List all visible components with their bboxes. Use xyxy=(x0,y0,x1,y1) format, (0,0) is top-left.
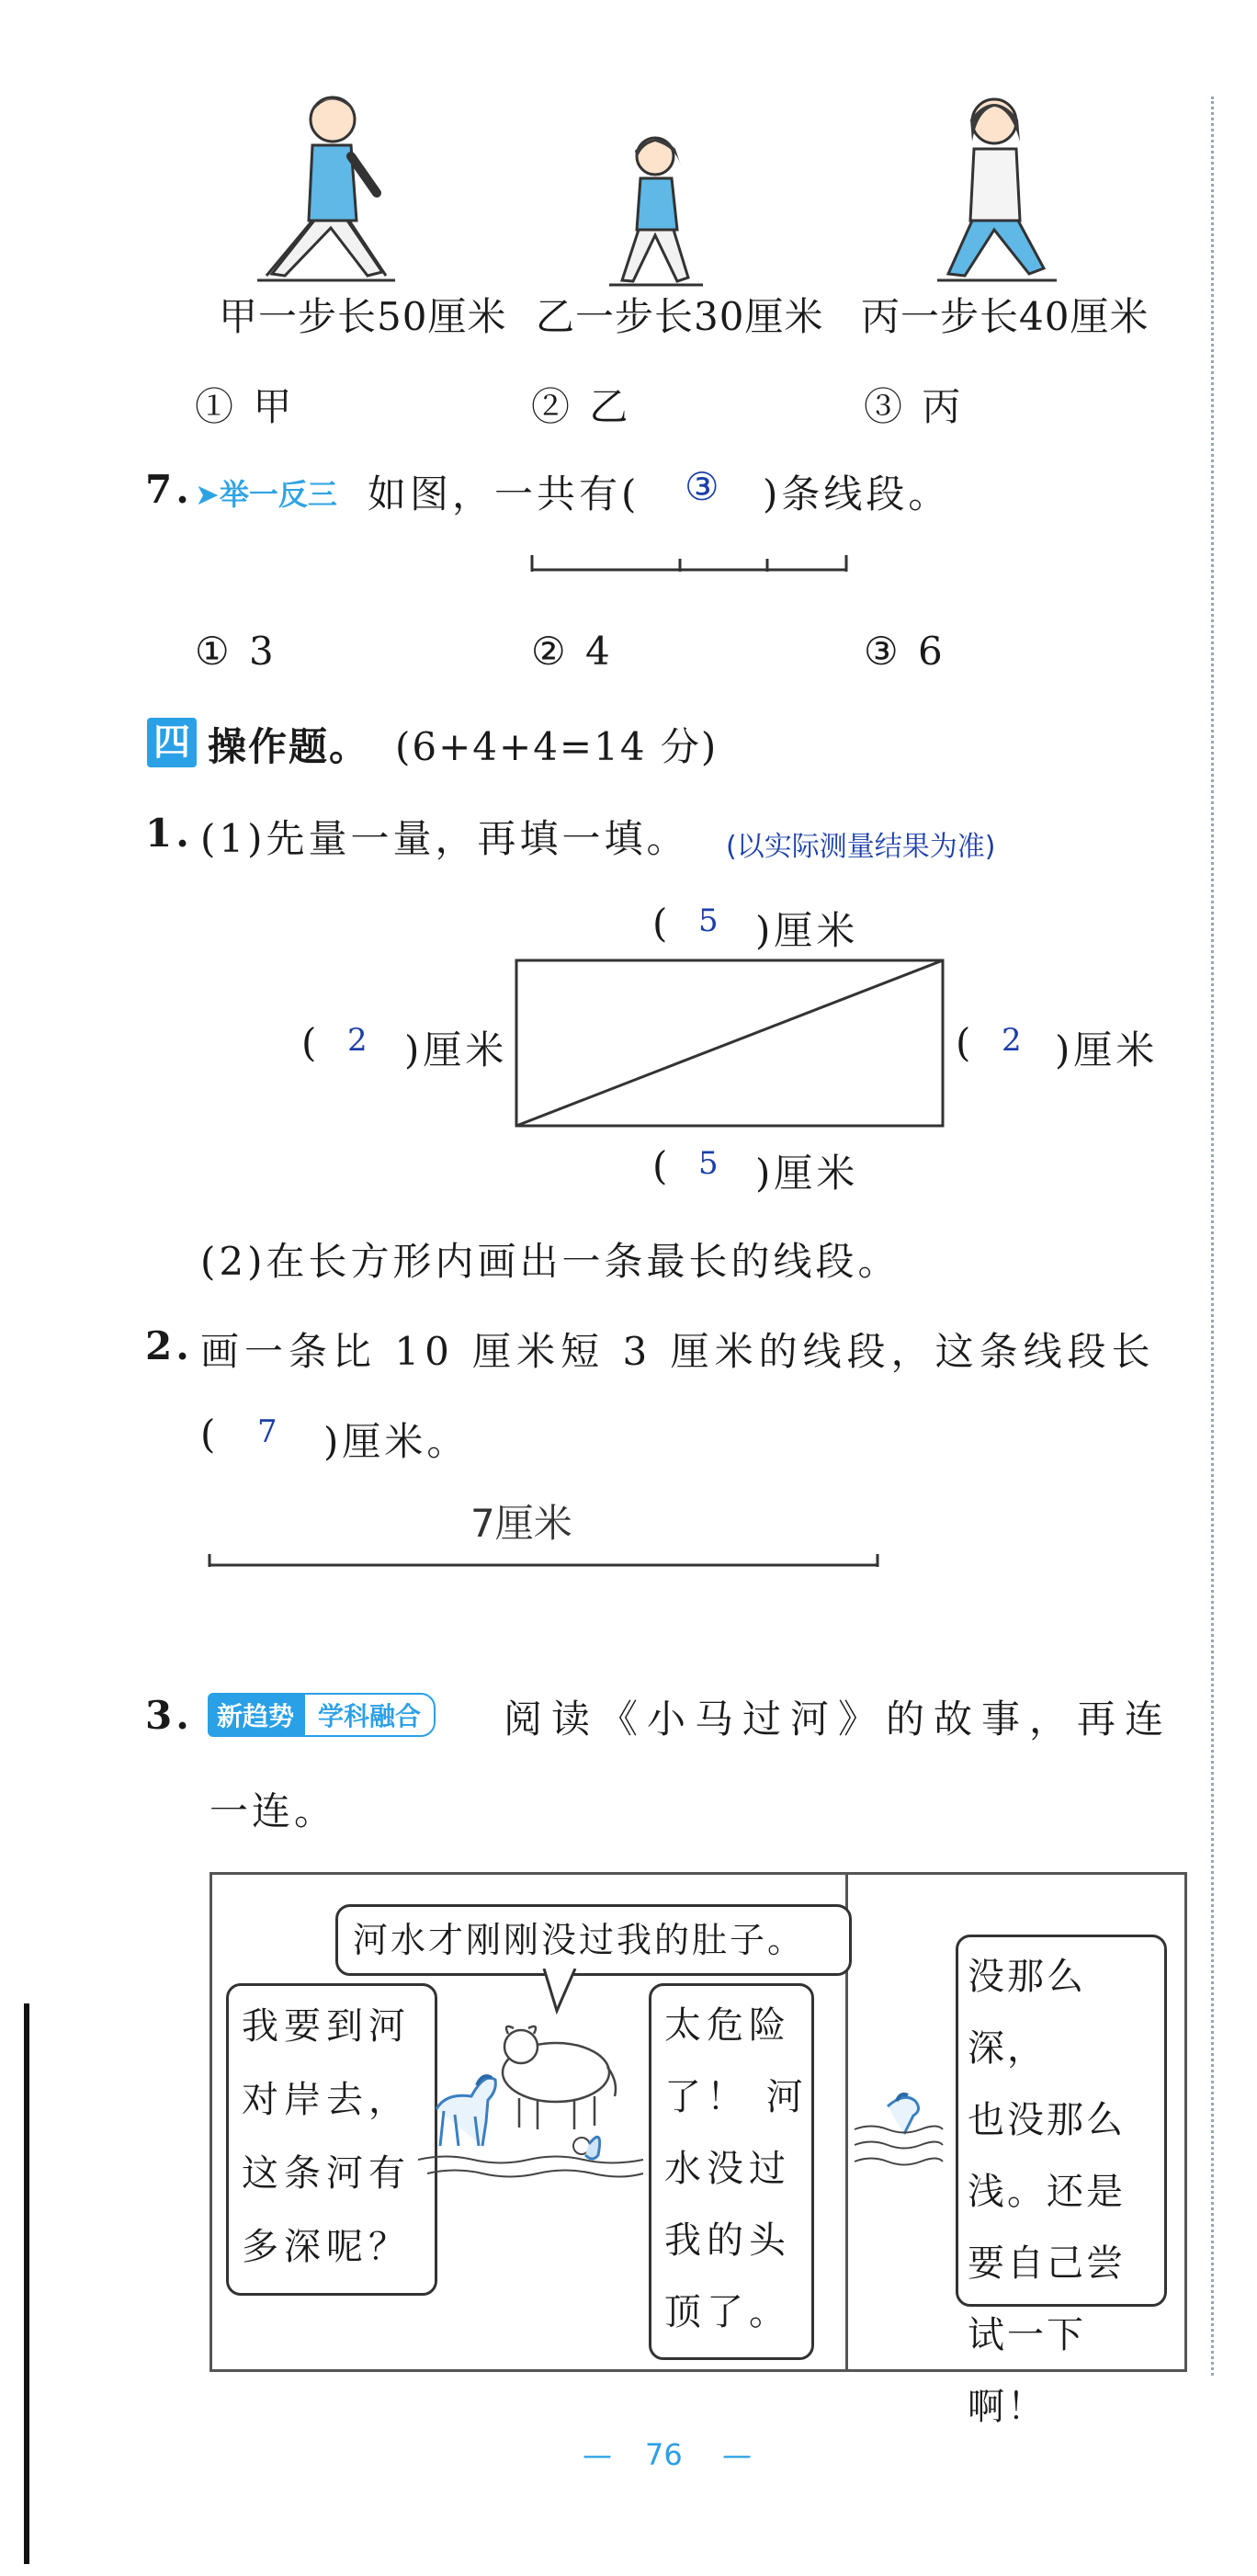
trend-badge: 新趋势 xyxy=(208,1693,303,1737)
bubble-mid-line-5: 顶了。 xyxy=(664,2291,791,2333)
bubble-horse-question xyxy=(226,1983,437,2296)
page-number: 76 xyxy=(645,2437,683,2472)
bubble-mother-advice xyxy=(956,1935,1167,2428)
right-unit: )厘米 xyxy=(1055,1027,1159,1072)
q7-option-3[interactable]: ③ 6 xyxy=(864,629,946,674)
op3-badges xyxy=(208,1693,436,1737)
left-value: 2 xyxy=(347,1022,371,1059)
page-dash-left: — xyxy=(583,2437,612,2472)
bubble-right-line-4: 要自己尝 xyxy=(968,2242,1126,2285)
bubble-right-line-3: 浅。还是 xyxy=(968,2171,1126,2213)
op2-text: 画一条比 10 厘米短 3 厘米的线段，这条线段长 xyxy=(200,1329,1156,1374)
top-paren: ( xyxy=(652,901,672,946)
bubble-right-line-2: 也没那么 xyxy=(968,2099,1126,2141)
bubble-right-line-5: 试一下啊！ xyxy=(968,2314,1086,2428)
op2-paren: ( xyxy=(200,1412,220,1457)
op1-number: 1. xyxy=(145,811,193,856)
step-caption-bing: 丙一步长40厘米 xyxy=(861,294,1149,339)
op2-unit: )厘米。 xyxy=(323,1419,470,1464)
op3-text2: 一连。 xyxy=(210,1788,337,1833)
binding-edge xyxy=(24,2003,29,2564)
measure-rectangle xyxy=(515,959,946,1129)
bubble-right-line-1: 没那么深， xyxy=(968,1956,1086,2070)
bubble-left-line-2: 对岸去， xyxy=(242,2079,411,2121)
right-paren: ( xyxy=(956,1020,975,1065)
bubble-left-line-4: 多深呢？ xyxy=(242,2226,411,2268)
section-badge: 四 xyxy=(147,718,197,767)
q7-answer: ③ xyxy=(685,464,723,509)
op1-text: (1)先量一量，再填一填。 xyxy=(200,816,689,861)
q6-option-2[interactable]: ② 乙 xyxy=(531,384,632,429)
bottom-paren: ( xyxy=(652,1143,672,1188)
step-caption-jia: 甲一步长50厘米 xyxy=(219,294,507,339)
q6-option-3[interactable]: ③ 丙 xyxy=(864,384,965,429)
bubble-mid-line-3: 水没过 xyxy=(664,2148,791,2190)
q7-option-2[interactable]: ② 4 xyxy=(531,629,614,674)
right-value: 2 xyxy=(1002,1022,1025,1059)
seven-cm-segment xyxy=(207,1549,882,1576)
bubble-mid-line-1: 太危险 xyxy=(664,2004,791,2047)
top-value: 5 xyxy=(698,902,722,939)
q6-option-1[interactable]: ① 甲 xyxy=(195,384,296,429)
bottom-value: 5 xyxy=(698,1145,722,1182)
girl-walking-illustration xyxy=(602,129,703,289)
bubble-mid-line-4: 我的头 xyxy=(664,2219,791,2262)
q7-text-a: 如图，一共有( xyxy=(368,471,640,516)
q7-segment-figure xyxy=(528,551,850,579)
bubble-mid-line-2: 了！ 河 xyxy=(664,2076,809,2118)
q7-tag: ➤举一反三 xyxy=(195,477,337,512)
boy-walking-illustration xyxy=(248,92,395,289)
op2-number: 2. xyxy=(145,1323,193,1368)
bubble-river-belly: 河水才刚刚没过我的肚子。 xyxy=(335,1904,852,1976)
op3-text: 阅读《小马过河》的故事，再连 xyxy=(504,1697,1173,1742)
bottom-unit: )厘米 xyxy=(755,1151,859,1196)
left-paren: ( xyxy=(301,1020,321,1065)
section-title: 操作题。 xyxy=(208,724,370,769)
river-animals-illustration xyxy=(418,2008,648,2183)
q7-text-b: )条线段。 xyxy=(763,471,951,516)
step-caption-yi: 乙一步长30厘米 xyxy=(536,294,824,339)
op2-answer: 7 xyxy=(257,1413,281,1450)
bubble-left-line-3: 这条河有 xyxy=(242,2152,411,2195)
page-dash-right: — xyxy=(722,2437,752,2472)
child-walking-illustration xyxy=(928,92,1057,289)
section-score: (6+4+4=14 分) xyxy=(395,724,719,769)
top-unit: )厘米 xyxy=(755,908,859,953)
left-unit: )厘米 xyxy=(404,1027,508,1072)
q7-option-1[interactable]: ① 3 xyxy=(195,629,277,674)
bubble-left-line-1: 我要到河 xyxy=(242,2005,411,2048)
margin-dotted-line xyxy=(1211,96,1214,2376)
bubble-squirrel-warning xyxy=(649,1983,814,2360)
op3-number: 3. xyxy=(145,1693,193,1738)
segment-label: 7厘米 xyxy=(470,1501,572,1546)
horse-in-river-illustration xyxy=(851,2079,945,2180)
q7-number: 7. xyxy=(145,467,193,512)
op1-note: (以实际测量结果为准) xyxy=(726,831,996,863)
subject-badge: 学科融合 xyxy=(303,1693,436,1737)
op1-part2: (2)在长方形内画出一条最长的线段。 xyxy=(200,1239,900,1284)
